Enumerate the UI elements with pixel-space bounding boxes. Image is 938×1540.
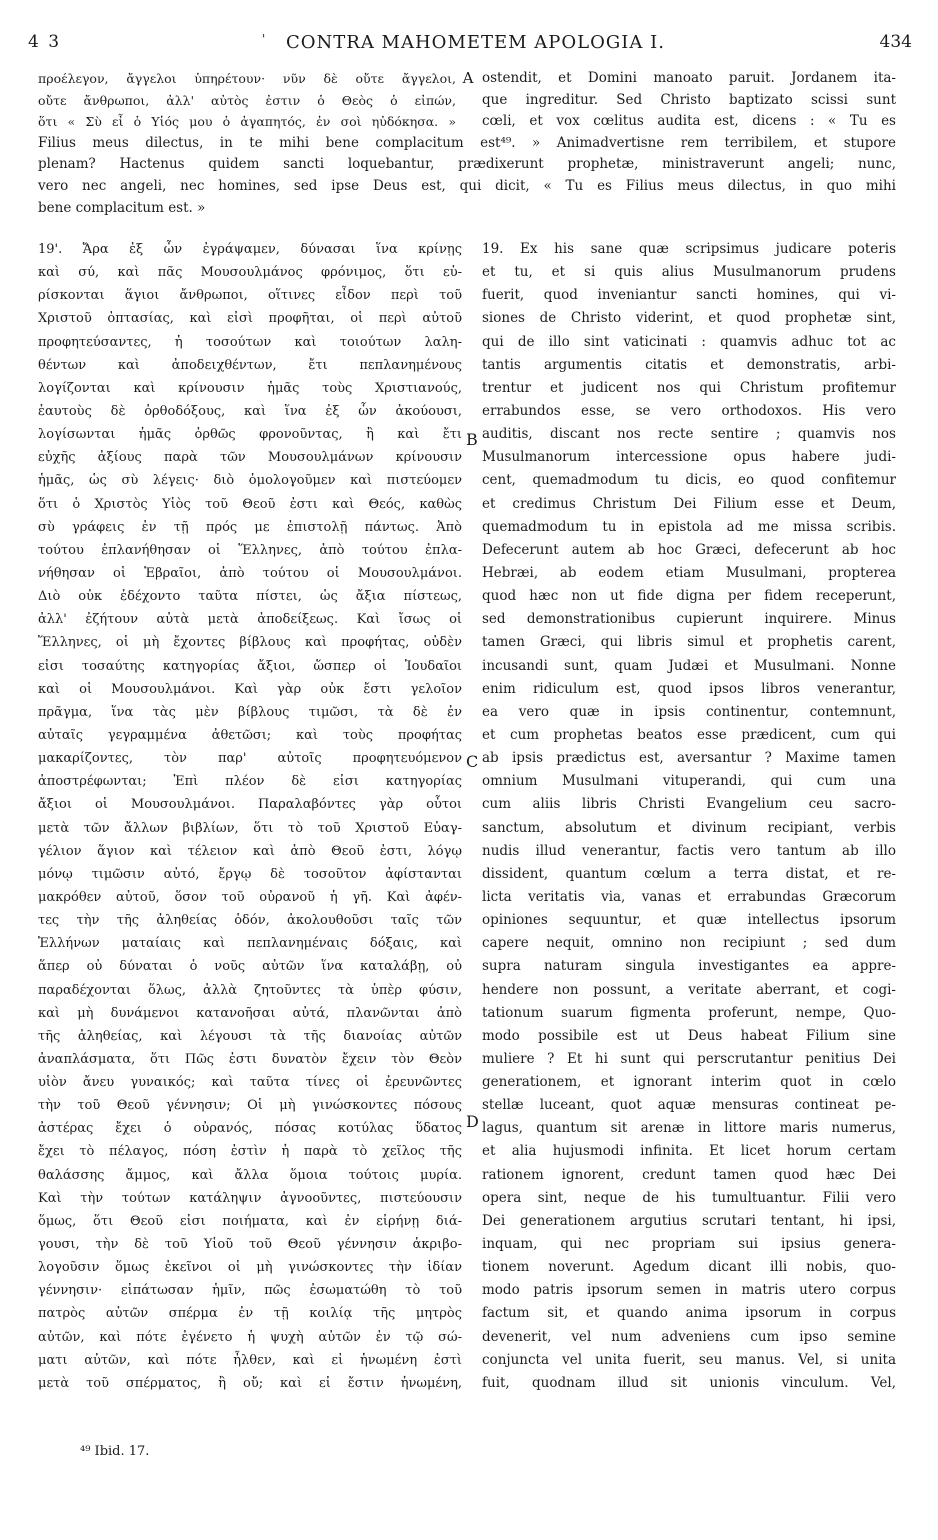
- greek-line: ρίσκονται ἅγιοι ἄνθρωποι, οἵτινες εἶδον περὶ τοῦ: [38, 288, 462, 304]
- latin-line: supra naturam singula investigantes ea appre-: [482, 958, 896, 975]
- greek-line: μακρόθεν αὐτοῦ, ὅσον τοῦ οὐρανοῦ ἡ γῆ. Καὶ ἀφέν-: [38, 889, 462, 905]
- greek-line: προέλεγον, ἄγγελοι ὑπηρέτουν· νῦν δὲ οὔτε ἄγγελοι,: [38, 71, 456, 86]
- latin-line: opera sint, neque de his tumultuantur. Filii vero: [482, 1189, 896, 1206]
- greek-line: μακαρίζοντες, τὸν παρ' αὐτοῖς προφητευόμενον: [38, 751, 462, 767]
- greek-line: θαλάσσης ἄμμος, καὶ ἄλλα ὅμοια τούτοις μυρία.: [38, 1167, 462, 1183]
- latin-line: sed demonstrationibus cupierunt inquirere. Minus: [482, 611, 896, 628]
- greek-line: νήθησαν οἱ Ἑβραῖοι, ἀπὸ τούτου οἱ Μουσουλμάνοι.: [38, 565, 462, 581]
- greek-line: μετὰ τῶν ἄλλων βιβλίων, ὅτι τὸ τοῦ Χριστοῦ Εὐαγ-: [38, 820, 462, 836]
- latin-line: cent, quemadmodum tu dicis, eo quod confitemur: [482, 472, 896, 489]
- greek-line: Ἕλληνες, οἱ μὴ ἔχοντες βίβλους καὶ προφήτας, οὐδὲν: [38, 635, 462, 651]
- greek-line: εὐχῆς ἀξίους παρὰ τῶν Μουσουλμάνων κρίνουσιν: [38, 450, 462, 466]
- header-mark: ': [262, 32, 266, 46]
- latin-line: conjuncta vel unita fuerit, seu manus. Vel, si unita: [482, 1351, 896, 1368]
- latin-line: errabundos esse, se vero orthodoxos. His vero: [482, 402, 896, 419]
- latin-line: incusandi sunt, quam Judæi et Musulmani. Nonne: [482, 657, 896, 674]
- greek-line: Ἑλλήνων ματαίαις καὶ πεπλανημέναις δόξαις, καὶ: [38, 936, 462, 952]
- latin-line: ab ipsis prædictus est, aversantur ? Maxime tamen: [482, 750, 896, 767]
- greek-line: γουσι, τὴν δὲ τοῦ Υἱοῦ τοῦ Θεοῦ γέννησιν ἀκριβο-: [38, 1237, 462, 1253]
- margin-marker: [458, 111, 478, 133]
- page-number-left: 4 3: [28, 32, 62, 52]
- latin-line: nudis illud venerantur, factis vero tantum ab illo: [482, 842, 896, 859]
- latin-line: cœli, et vox cœlitus audita est, dicens : « Tu es: [482, 113, 896, 130]
- page-number-right: 434: [879, 32, 912, 52]
- latin-line: 19. Ex his sane quæ scripsimus judicare poteris: [482, 241, 896, 257]
- latin-line: inquam, qui nec propriam sui ipsius genera-: [482, 1236, 896, 1253]
- split-line: [38, 111, 896, 133]
- latin-line: capere nequit, omnino non recipiunt ; sed dum: [482, 935, 896, 952]
- greek-line: οὔτε ἄνθρωποι, ἀλλ' αὐτὸς ἐστιν ὁ Θεὸς ὁ εἰπών,: [38, 92, 456, 108]
- latin-line: fuit, quodnam illud sit unionis vinculum. Vel,: [482, 1374, 896, 1391]
- greek-line: τῆς ἀληθείας, καὶ λέγουσι τὰ τῆς διανοίας αὐτῶν: [38, 1028, 462, 1044]
- greek-line: ὅμως, ὅτι Θεοῦ εἰσι ποιήματα, καὶ ἐν εἰρήνῃ διά-: [38, 1213, 462, 1229]
- margin-marker-c: C: [466, 752, 479, 771]
- margin-marker: [458, 90, 478, 112]
- latin-line: hendere non possunt, a veritate aberrant, et cogi-: [482, 981, 896, 998]
- greek-line: εἰσι τοσαύτης κατηγορίας ἄξιοι, ὥσπερ οἱ Ἰουδαῖοι: [38, 658, 462, 674]
- split-line: [38, 68, 896, 90]
- latin-full-line: plenam? Hactenus quidem sancti loquebantur, prædixerunt prophetæ, ministraverunt angeli; nunc,: [38, 156, 896, 173]
- latin-line: generationem, et ignorant interim quot in cœlo: [482, 1074, 896, 1091]
- greek-column: [38, 238, 462, 1395]
- running-header: [28, 32, 912, 60]
- latin-line: siones de Christo viderint, et quod prophetæ sint,: [482, 310, 896, 327]
- latin-column: [482, 238, 896, 1395]
- latin-line: cum aliis libris Christi Evangelium ceu sacro-: [482, 796, 896, 813]
- greek-line: λογίζονται καὶ κρίνουσιν ἡμᾶς τοὺς Χριστιανούς,: [38, 380, 462, 396]
- greek-line: αὐτῶν, καὶ πότε ἐγένετο ἡ ψυχὴ αὐτῶν ἐν τῷ σώ-: [38, 1329, 462, 1345]
- split-line: [38, 90, 896, 112]
- greek-line: πατρὸς αὐτῶν σπέρμα ἐν τῇ κοιλίᾳ τῆς μητρὸς: [38, 1306, 462, 1322]
- greek-line: ὅτι « Σὺ εἶ ὁ Υἱός μου ὁ ἀγαπητός, ἐν σοὶ ηὐδόκησα. »: [38, 114, 456, 130]
- latin-line: Defecerunt autem ab hoc Græci, defecerunt ab hoc: [482, 541, 896, 558]
- margin-marker-d: D: [466, 1112, 479, 1131]
- latin-line: factum sit, et quando anima ipsorum in corpus: [482, 1305, 896, 1322]
- greek-line: τες τὴν τῆς ἀληθείας ὁδόν, ἀκολουθοῦσι ταῖς τῶν: [38, 913, 462, 929]
- greek-line: λογοῦσιν ὅμως ἐκεῖνοι οἱ μὴ γινώσκοντες τὴν ἰδίαν: [38, 1260, 462, 1276]
- latin-full-line: vero nec angeli, nec homines, sed ipse Deus est, qui dicit, « Tu es Filius meus dilectus, in quo mihi: [38, 177, 896, 194]
- greek-line: Διὸ οὐκ ἐδέχοντο ταῦτα πίστει, ὡς ἄξια πίστεως,: [38, 589, 462, 605]
- greek-line: ἅπερ οὐ δύναται ὁ νοῦς αὐτῶν ἵνα καταλάβῃ, οὐ: [38, 959, 462, 975]
- greek-line: ἀναπλάσματα, ὅτι Πῶς ἐστι δυνατὸν ἔχειν τὸν Θεὸν: [38, 1051, 462, 1067]
- latin-line: et credimus Christum Dei Filium esse et Deum,: [482, 495, 896, 512]
- latin-line: qui de illo sint vaticinati : quamvis adhuc tot ac: [482, 333, 896, 350]
- greek-line: θέντων καὶ ἀποδειχθέντων, ἔτι πεπλανημένους: [38, 357, 462, 373]
- latin-line: muliere ? Et hi sunt qui perscrutantur penitius Dei: [482, 1050, 896, 1067]
- latin-line: rationem ignorent, credunt tamen quod hæc Dei: [482, 1166, 896, 1183]
- greek-line: ἀστέρας ἔχει ὁ οὐρανός, πόσας κοτύλας ὕδατος: [38, 1121, 462, 1137]
- latin-line: stellæ luceant, quot aquæ mensuras contineat pe-: [482, 1097, 896, 1114]
- margin-marker: A: [462, 69, 474, 87]
- latin-line: ea vero quæ in ipsis continentur, contemnunt,: [482, 703, 896, 720]
- latin-line: opiniones sequuntur, et quæ intellectus ipsorum: [482, 912, 896, 929]
- greek-line: μόνῳ τιμῶσιν αὐτό, ἔργῳ δὲ τοσοῦτον ἀφίστανται: [38, 866, 462, 882]
- latin-full-line: bene complacitum est. »: [38, 199, 206, 216]
- latin-line: Musulmanorum intercessione opus habere judi-: [482, 449, 896, 466]
- latin-line: Dei generationem argutius scrutari tentant, hi ipsi,: [482, 1212, 896, 1229]
- margin-marker-b: B: [466, 430, 478, 449]
- latin-line: omnium Musulmani vituperandi, qui cum una: [482, 773, 896, 790]
- latin-line: tamen Græci, qui libris simul et prophetis carent,: [482, 634, 896, 651]
- latin-full-line: Filius meus dilectus, in te mihi bene complacitum est⁴⁹. » Animadvertisne rem terribilem, et stupore: [38, 134, 896, 151]
- latin-line: quemadmodum tu in epistola ad me missa scribis.: [482, 518, 896, 535]
- latin-line: tationum suarum figmenta proferunt, nempe, Quo-: [482, 1004, 896, 1021]
- latin-line: fuerit, quod inveniantur sancti homines, qui vi-: [482, 287, 896, 304]
- greek-line: ὅτι ὁ Χριστὸς Υἱὸς τοῦ Θεοῦ ἐστι καὶ Θεός, καθὼς: [38, 496, 462, 512]
- greek-line: γέλιον ἅγιον καὶ τέλειον καὶ ἀπὸ Θεοῦ ἐστι, λόγῳ: [38, 843, 462, 859]
- greek-line: τὴν τοῦ Θεοῦ γέννησιν; Οἱ μὴ γινώσκοντες πόσους: [38, 1098, 462, 1114]
- greek-line: καὶ μὴ δυνάμενοι κατανοῆσαι αὐτά, πλανῶνται ἀπὸ: [38, 1005, 462, 1021]
- latin-line: modo patris ipsorum semen in matris utero corpus: [482, 1282, 896, 1299]
- greek-line: λογίσωνται ἡμᾶς ὀρθῶς φρονοῦντας, ἢ καὶ ἔτι: [38, 427, 462, 443]
- greek-line: προφητεύσαντες, ἡ τοσούτων καὶ τοιούτων λαλη-: [38, 334, 462, 350]
- greek-line: μετὰ τοῦ σπέρματος, ἢ οὔ; καὶ εἰ ἔστιν ἡνωμένη,: [38, 1375, 462, 1391]
- latin-line: enim ridiculum est, quod ipsos libros venerantur,: [482, 680, 896, 697]
- greek-line: υἱὸν ἄνευ γυναικός; καὶ ταῦτα τίνες οἱ ἐρευνῶντες: [38, 1075, 462, 1091]
- latin-line: modo possibile est ut Deus habeat Filium sine: [482, 1027, 896, 1044]
- greek-line: Καὶ τὴν τούτων κατάληψιν ἀγνοοῦντες, πιστεύουσιν: [38, 1190, 462, 1206]
- latin-line: sanctum, absolutum et divinum recipiant, verbis: [482, 819, 896, 836]
- greek-line: αὐταῖς γεγραμμένα ἀθετῶσι; καὶ τοὺς προφήτας: [38, 727, 462, 743]
- top-text-block: [38, 68, 896, 219]
- greek-line: τούτου ἐπλανήθησαν οἱ Ἕλληνες, ἀπὸ τούτου ἐπλα-: [38, 542, 462, 558]
- greek-line: ἔχει τὸ πέλαγος, πόση ἐστὶν ἡ παρὰ τὸ χεῖλος τῆς: [38, 1144, 462, 1160]
- greek-line: παραδέχονται ὅλως, ἀλλὰ ζητοῦντες τὰ ὑπὲρ φύσιν,: [38, 982, 462, 998]
- latin-line: lagus, quantum sit arenæ in littore maris numerus,: [482, 1120, 896, 1137]
- footnote: ⁴⁹ Ibid. 17.: [80, 1444, 150, 1459]
- greek-line: ἄξιοι οἱ Μουσουλμάνοι. Παραλαβόντες γὰρ οὗτοι: [38, 797, 462, 813]
- latin-line: et alia hujusmodi infinita. Et licet horum certam: [482, 1143, 896, 1160]
- greek-line: πρᾶγμα, ἵνα τὰς μὲν βίβλους τιμῶσι, τὰ δὲ ἐν: [38, 704, 462, 720]
- greek-line: 19'. Ἄρα ἐξ ὧν ἐγράψαμεν, δύνασαι ἵνα κρίνῃς: [38, 242, 462, 257]
- latin-line: et tu, et si quis alius Musulmanorum prudens: [482, 264, 896, 281]
- latin-line: devenerit, vel num adveniens cum ipso semine: [482, 1328, 896, 1345]
- greek-line: γέννησιν· εἰπάτωσαν ἡμῖν, πῶς ἐσωματώθη τὸ τοῦ: [38, 1283, 462, 1299]
- latin-line: et cum prophetas beatos esse prædicent, cum qui: [482, 726, 896, 743]
- latin-line: que ingreditur. Sed Christo baptizato scissi sunt: [482, 91, 896, 108]
- latin-line: trentur et judicent nos qui Christum profitemur: [482, 379, 896, 396]
- greek-line: Χριστοῦ ὀπτασίας, καὶ εἰσὶ προφῆται, οἱ περὶ αὐτοῦ: [38, 311, 462, 327]
- latin-line: ostendit, et Domini manoato paruit. Jordanem ita-: [482, 70, 896, 86]
- greek-line: καὶ σύ, καὶ πᾶς Μουσουλμάνος φρόνιμος, ὅτι εὑ-: [38, 265, 462, 281]
- latin-line: tantis argumentis citatis et demonstratis, arbi-: [482, 356, 896, 373]
- greek-line: ματι αὐτῶν, καὶ πότε ἦλθεν, καὶ εἰ ἡνωμένη ἐστὶ: [38, 1352, 462, 1368]
- latin-line: licta veritatis via, vanas et errabundas Græcorum: [482, 888, 896, 905]
- page-title: CONTRA MAHOMETEM APOLOGIA I.: [286, 32, 665, 53]
- latin-line: tionem noverunt. Agedum dicant illi nobis, quo-: [482, 1259, 896, 1276]
- latin-line: auditis, discant nos recte sentire ; quamvis nos: [482, 426, 896, 443]
- latin-line: quod hæc non ut fide digna per fidem receperunt,: [482, 588, 896, 605]
- greek-line: σὺ γράφεις ἐν τῇ πρός με ἐπιστολῇ πάντως. Ἀπὸ: [38, 519, 462, 535]
- greek-line: καὶ οἱ Μουσουλμάνοι. Καὶ γὰρ οὐκ ἔστι γελοῖον: [38, 681, 462, 697]
- latin-line: Hebræi, ab eodem etiam Musulmani, propterea: [482, 564, 896, 581]
- greek-line: ἡμᾶς, ὡς σὺ λέγεις· διὸ ὁμολογοῦμεν καὶ πιστεύομεν: [38, 473, 462, 489]
- greek-line: ἀποστρέφωνται; Ἐπὶ πλέον δὲ εἰσι κατηγορίας: [38, 774, 462, 790]
- latin-line: dissident, quantum cœlum a terra distat, et re-: [482, 865, 896, 882]
- greek-line: ἀλλ' ἐζήτουν αὐτὰ μετὰ ἀποδείξεως. Καὶ ἴσως οἱ: [38, 612, 462, 628]
- greek-line: ἑαυτοὺς δὲ ὀρθοδόξους, καὶ ἵνα ἐξ ὧν ἀκούουσι,: [38, 403, 462, 419]
